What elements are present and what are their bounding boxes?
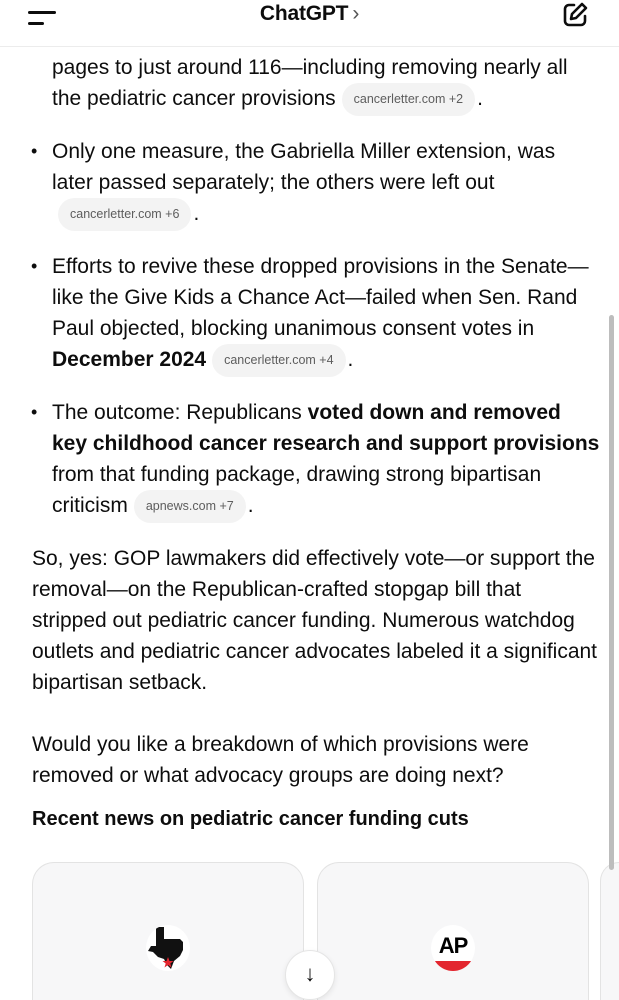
bullet-text: Efforts to revive these dropped provisions in the Senate—like the Give Kids a Chance Act—failed when Sen. Rand Paul objected, blocking unanimous consent votes in [52, 255, 589, 340]
news-card[interactable] [317, 862, 589, 1000]
bullet-text: from that funding package, drawing strong bipartisan criticism [52, 463, 542, 518]
bullet-text: voted down and removed key childhood cancer research and support provisions [52, 401, 600, 455]
assistant-message [0, 52, 600, 835]
model-selector[interactable] [0, 2, 619, 26]
scroll-down-button[interactable]: ↓ [285, 950, 335, 1000]
bullet-item: • The outcome: Republicans voted down and removed key childhood cancer research and support provisions from that funding package, drawing strong bipartisan criticism apnews.com +7 . [0, 397, 600, 523]
source-chip[interactable]: cancerletter.com +4 [212, 344, 345, 377]
news-heading: Recent news on pediatric cancer funding cuts [32, 808, 469, 830]
bullet-item: • Efforts to revive these dropped provisions in the Senate—like the Give Kids a Chance Act—failed when Sen. Rand Paul objected, blocking unanimous consent votes in December 2024 cancerletter.com +4 . [0, 251, 600, 377]
bullet-text: The outcome: Republicans [52, 401, 308, 424]
news-card[interactable] [32, 862, 304, 1000]
source-chip[interactable]: cancerletter.com +2 [342, 83, 475, 116]
texas-outlet-logo [146, 925, 190, 971]
bullet-list [0, 52, 600, 523]
chevron-right-icon: › [352, 2, 360, 25]
followup-question: Would you like a breakdown of which provisions were removed or what advocacy groups are doing next? [32, 733, 529, 787]
scrollbar[interactable] [609, 315, 614, 870]
bullet-text: Only one measure, the Gabriella Miller extension, was later passed separately; the others were left out [52, 140, 556, 194]
summary-paragraph: So, yes: GOP lawmakers did effectively vote—or support the removal—on the Republican-crafted stopgap bill that stripped out pediatric cancer funding. Numerous watchdog outlets and pediatric cancer advocates labeled it a significant bipartisan setback. [32, 547, 598, 694]
ap-logo [431, 925, 475, 971]
bullet-text: pages to just around 116—including removing nearly all the pediatric cancer provisions [52, 56, 568, 111]
source-chip[interactable]: apnews.com +7 [134, 490, 246, 523]
bullet-item: • Only one measure, the Gabriella Miller extension, was later passed separately; the others were left outcancerletter.com +6 . [0, 136, 600, 231]
new-chat-icon[interactable] [560, 0, 590, 30]
svg-text:AP: AP [438, 933, 468, 958]
source-chip[interactable]: cancerletter.com +6 [58, 198, 191, 231]
app-title: ChatGPT [259, 2, 349, 25]
bullet-item: pages to just around 116—including removing nearly all the pediatric cancer provisions cancerletter.com +2 . [0, 52, 600, 116]
news-card[interactable] [600, 862, 619, 1000]
top-bar [0, 0, 619, 47]
bullet-text: December 2024 [52, 348, 207, 372]
